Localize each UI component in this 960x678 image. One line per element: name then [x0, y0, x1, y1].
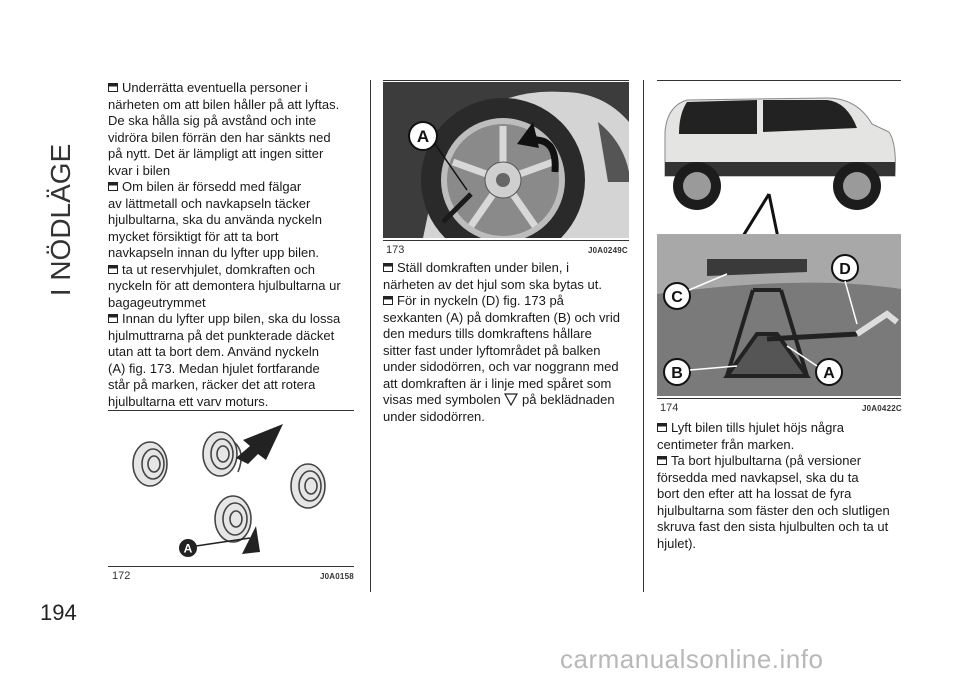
text-line: sitter fast under lyftområdet på balken — [383, 342, 601, 358]
text-line: kvar i bilen — [108, 162, 171, 178]
text-line: Ta bort hjulbultarna (på versioner — [657, 453, 907, 470]
arrow-icon — [236, 424, 283, 464]
text-line: skruva fast den sista hjulbulten och ta ut — [657, 519, 889, 534]
text-line: nyckeln för att demontera hjulbultarna ur — [108, 278, 341, 293]
right-column-text — [657, 420, 907, 552]
text-line: Underrätta eventuella personer i — [108, 80, 358, 97]
section-title — [30, 80, 94, 380]
figure-code: J0A0249C — [588, 246, 628, 255]
bullet-icon — [657, 423, 667, 432]
text-line: på nytt. Det är lämpligt att ingen sitter — [108, 146, 324, 161]
bullet-icon — [108, 182, 118, 191]
text-line: sexkanten (A) på domkraften (B) och vrid — [383, 309, 620, 325]
column-divider — [370, 80, 371, 592]
bullet-icon — [108, 83, 118, 92]
text-line: under sidodörren. — [383, 408, 485, 424]
figure-code: J0A0422C — [862, 404, 902, 413]
text-line: hjulet). — [657, 535, 697, 551]
svg-text:D: D — [839, 261, 851, 278]
figure-top-rule — [657, 80, 901, 81]
column-divider — [643, 80, 644, 592]
bullet-icon — [383, 263, 393, 272]
bullet-icon — [383, 296, 393, 305]
svg-text:A: A — [823, 365, 835, 382]
text-line: utan att ta bort dem. Använd nyckeln — [108, 344, 320, 359]
svg-text:I NÖDLÄGE: I NÖDLÄGE — [45, 143, 76, 297]
figure-bottom-rule — [108, 566, 354, 567]
svg-text:A: A — [416, 127, 430, 146]
figure-bottom-rule — [383, 240, 629, 241]
text-line: (A) fig. 173. Medan hjulet fortfarande — [108, 360, 320, 376]
triangle-symbol-icon — [504, 392, 518, 406]
figure-174-illustration — [657, 84, 901, 396]
text-line: visas med symbolen på beklädnaden — [383, 392, 615, 407]
text-line: närheten om att bilen håller på att lyftas. — [108, 96, 340, 112]
figure-code: J0A0158 — [320, 572, 354, 581]
text-line: Innan du lyfter upp bilen, ska du lossa — [108, 311, 358, 328]
svg-text:B: B — [671, 365, 683, 382]
figure-top-rule — [383, 80, 629, 81]
figure-172-illustration — [108, 414, 354, 564]
text-line: närheten av det hjul som ska bytas ut. — [383, 276, 602, 292]
text-line: av lättmetall och navkapseln täcker — [108, 195, 311, 211]
text-line: bort den efter att ha lossat de fyra — [657, 486, 852, 501]
bullet-icon — [108, 265, 118, 274]
text-line: Om bilen är försedd med fälgar — [108, 179, 358, 196]
text-line: bagageutrymmet — [108, 294, 206, 310]
left-column-text — [108, 80, 358, 410]
figure-number: 172 — [112, 570, 131, 582]
text-line: navkapseln innan du lyfter upp bilen. — [108, 245, 320, 260]
text-line: att domkraften är i linje med spåret som — [383, 375, 612, 391]
figure-173-illustration — [383, 82, 629, 238]
text-line: Lyft bilen tills hjulet höjs några — [657, 420, 907, 437]
figure-top-rule — [108, 410, 354, 411]
figure-number: 173 — [386, 244, 405, 256]
text-line: De ska hålla sig på avstånd och inte — [108, 113, 317, 128]
text-line: står på marken, räcker det att rotera — [108, 377, 316, 392]
text-line: hjulmuttrarna på det punkterade däcket — [108, 327, 335, 343]
figure-number: 174 — [660, 402, 679, 414]
svg-text:C: C — [671, 289, 683, 306]
figure-bottom-rule — [657, 398, 901, 399]
bullet-icon — [108, 314, 118, 323]
text-line: För in nyckeln (D) fig. 173 på — [383, 293, 633, 310]
bullet-icon — [657, 456, 667, 465]
text-line: hjulbultarna som fäster den och slutligen — [657, 502, 890, 518]
text-line: den medurs tills domkraftens hållare — [383, 326, 592, 341]
page-number: 194 — [40, 600, 77, 625]
text-line: vidröra bilen förrän den har sänkts ned — [108, 129, 331, 145]
text-line: under sidodörren, och var noggrann med — [383, 359, 619, 374]
text-line: centimeter från marken. — [657, 436, 795, 452]
text-line: Ställ domkraften under bilen, i — [383, 260, 633, 277]
text-line: hjulbultarna, ska du använda nyckeln — [108, 212, 322, 227]
text-line: ta ut reservhjulet, domkraften och — [108, 262, 358, 279]
svg-text:A: A — [183, 541, 193, 556]
text-line: hjulbultarna ett varv moturs. — [108, 393, 269, 409]
middle-column-text — [383, 260, 633, 425]
watermark: carmanualsonline.info — [560, 644, 824, 674]
text-line: mycket försiktigt för att ta bort — [108, 228, 279, 244]
text-line: försedda med navkapsel, ska du ta — [657, 469, 859, 485]
